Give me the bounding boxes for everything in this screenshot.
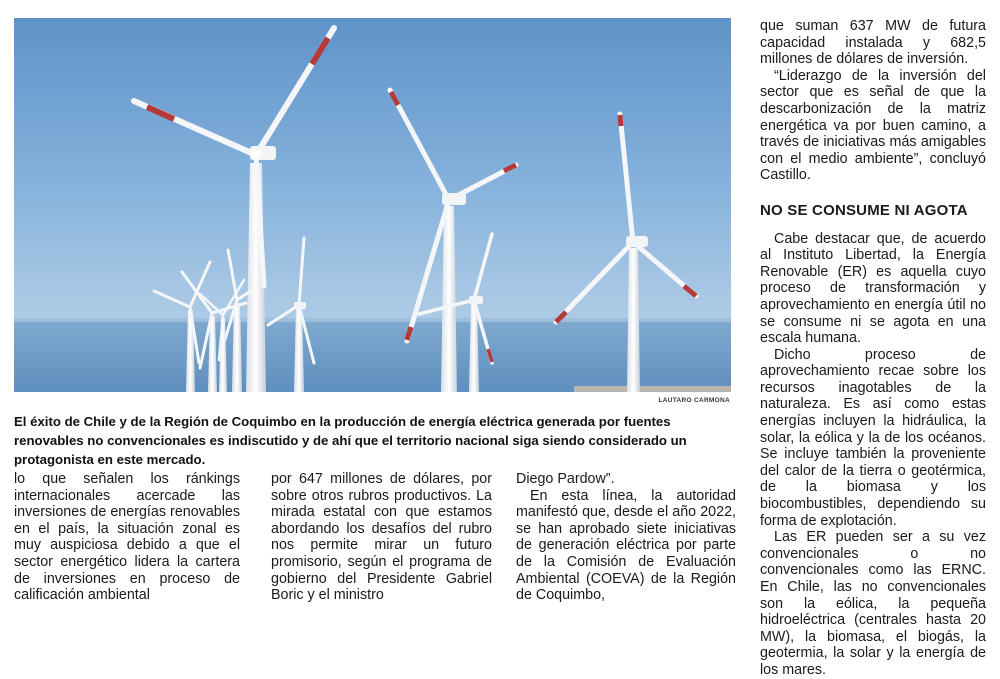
wind-turbines-photo	[14, 18, 731, 392]
article-column-2	[271, 471, 492, 604]
paragraph: Diego Pardow”.	[516, 471, 615, 487]
paragraph: por 647 millones de dólares, por sobre otros rubros productivos. La mirada estatal con que estamos abordando los desafíos del rubro nos permite mirar un futuro promisorio, según el programa de gobierno del Presidente Gabriel Boric y el ministro	[271, 471, 492, 604]
paragraph: Las ER pueden ser a su vez convencionales o no convencionales como las ERNC. En Chile, las no convencionales son la eólica, la pequeña hidroeléctrica (centrales hasta 20 MW), la biomasa, el biogás, la geotermia, la solar y la energía de los mares.	[760, 529, 986, 678]
article-column-4	[760, 18, 986, 679]
paragraph: En esta línea, la autoridad manifestó que, desde el año 2022, se han aprobado siete iniciativas de generación eléctrica por parte de la Comisión de Evaluación Ambiental (COEVA) de la Región de Coquimbo,	[516, 487, 736, 604]
section-subheading: NO SE CONSUME NI AGOTA	[760, 201, 968, 219]
paragraph: que suman 637 MW de futura capacidad instalada y 682,5 millones de dólares de inversión.	[760, 18, 986, 68]
photo-caption: El éxito de Chile y de la Región de Coquimbo en la producción de energía eléctrica generada por fuentes renovables no convencionales es indiscutido y de ahí que el territorio nacional siga siendo considerado un protagonista en este mercado.	[14, 414, 687, 467]
paragraph: Dicho proceso de aprovechamiento recae sobre los recursos inagotables de la naturaleza. Es así como estas energías incluyen la hidráulica, la solar, la eólica y la de los océanos. Se incluye también la proveniente del calor de la tierra o geotérmica, de la biomasa y los biocombustibles, dependiendo su forma de explotación.	[760, 346, 986, 529]
article-column-3	[516, 471, 736, 604]
paragraph: Cabe destacar que, de acuerdo al Instituto Libertad, la Energía Renovable (ER) es aquella cuyo proceso de transformación y aprovechamiento en energía útil no se consume ni se agota en una escala humana.	[760, 230, 986, 347]
photo-credit: LAUTARO CARMONA	[658, 397, 730, 404]
wind-turbines-illustration	[14, 18, 731, 392]
article-column-1	[14, 471, 240, 604]
paragraph: “Liderazgo de la inversión del sector que es señal de que la descarbonización de la matriz energética va por buen camino, a través de iniciativas más amigables con el medio ambiente”, concluyó Castillo.	[760, 67, 986, 184]
paragraph: lo que señalen los ránkings internacionales acercade las inversiones de energías renovables en el país, la situación zonal es muy auspiciosa debido a que el sector energético lidera la cartera de inversiones en proceso de calificación ambiental	[14, 471, 240, 604]
